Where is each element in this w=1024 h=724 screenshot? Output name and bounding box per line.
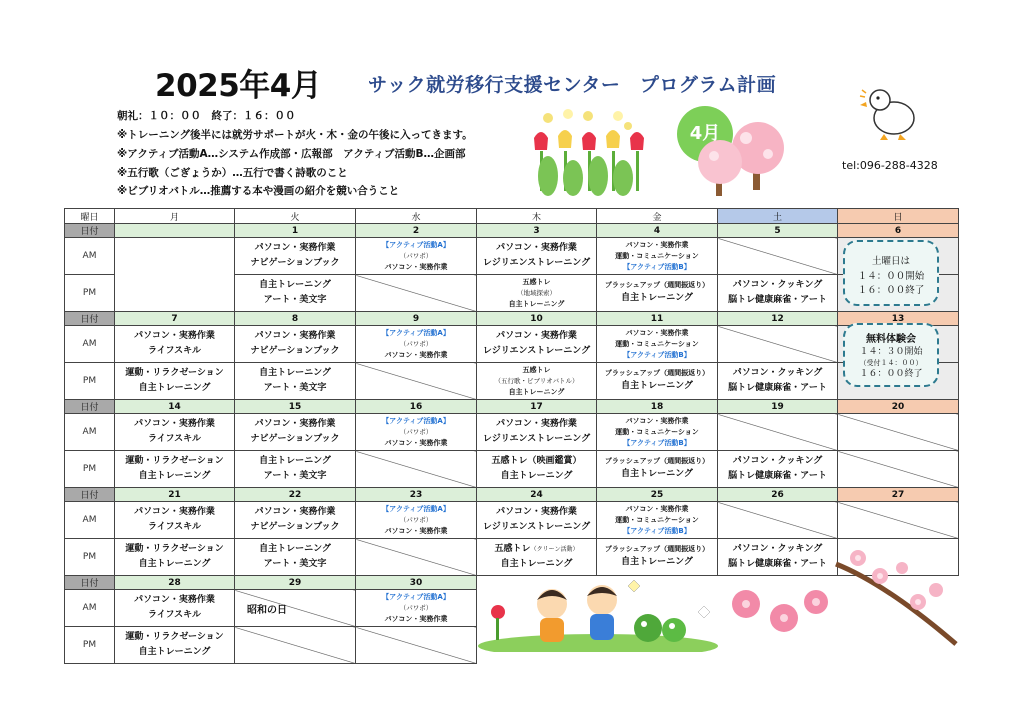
activity-line: ライフスキル	[147, 610, 201, 620]
activity-line: パソコン・実務作業	[254, 331, 336, 341]
am-label: AM	[65, 414, 115, 451]
active-b-tag: 【アクティブ活動B】	[623, 526, 691, 535]
date-cell: 26	[718, 488, 838, 502]
activity-line: アート・美文字	[263, 471, 327, 481]
date-label: 日付	[65, 576, 115, 590]
activity-line: 脳トレ健康麻雀・アート	[728, 383, 827, 393]
active-b-tag: 【アクティブ活動B】	[623, 350, 691, 359]
activity-small: パソコン・実務作業	[625, 328, 689, 337]
cherry-blossoms-illustration	[724, 578, 834, 648]
trial-end: １６：００終了	[859, 369, 923, 379]
activity-sub: （五行歌・ビブリオバトル）	[494, 376, 579, 385]
schedule-cell	[838, 451, 959, 488]
date-cell: 18	[597, 400, 718, 414]
activity-line: 自主トレーニング	[621, 469, 693, 479]
activity-line: ライフスキル	[147, 434, 201, 444]
note-bibliobattle: ※ビブリオバトル…推薦する本や漫画の紹介を競い合うこと	[117, 185, 400, 197]
schedule-cell	[477, 363, 597, 400]
weekday-3: 木	[477, 209, 597, 224]
schedule-cell	[356, 275, 477, 312]
activity-small: パソコン・実務作業	[625, 416, 689, 425]
schedule-cell	[477, 238, 597, 275]
date-cell: 17	[477, 400, 597, 414]
month-badge: 4月	[677, 106, 733, 162]
activity-line: ライフスキル	[147, 522, 201, 532]
schedule-cell	[718, 363, 838, 400]
weekday-header-label: 曜日	[65, 209, 115, 224]
date-cell: 22	[235, 488, 356, 502]
page-title: 2025年4月	[155, 68, 322, 104]
activity-line: 自主トレーニング	[500, 559, 573, 569]
schedule-cell	[356, 414, 477, 451]
date-cell	[115, 224, 235, 238]
active-a-tag: 【アクティブ活動A】	[382, 592, 450, 601]
schedule-cell	[718, 502, 838, 539]
schedule-cell	[115, 363, 235, 400]
schedule-cell	[356, 363, 477, 400]
date-cell: 11	[597, 312, 718, 326]
activity-line: パソコン・実務作業	[496, 507, 577, 517]
schedule-cell	[356, 238, 477, 275]
schedule-cell	[356, 502, 477, 539]
activity-line: パソコン・実務作業	[134, 595, 215, 605]
activity-line: レジリエンストレーニング	[482, 258, 591, 268]
pm-label: PM	[65, 363, 115, 400]
activity-detail: （クリーン活動）	[530, 546, 579, 553]
pm-label: PM	[65, 539, 115, 576]
activity-line: パソコン・実務作業	[254, 419, 336, 429]
active-a-tag: 【アクティブ活動A】	[382, 328, 450, 337]
date-label: 日付	[65, 224, 115, 238]
trial-time: １４：３０開始	[859, 347, 923, 357]
trial-reception: （受付１４：００）	[859, 359, 923, 367]
date-cell: 3	[477, 224, 597, 238]
activity-line: アート・美文字	[263, 295, 327, 305]
am-row	[65, 502, 959, 539]
date-cell: 23	[356, 488, 477, 502]
schedule-cell	[477, 275, 597, 312]
tulips-illustration	[528, 106, 658, 198]
activity-line: 自主トレーニング	[138, 471, 211, 481]
activity-small: 運動・コミュニケーション	[615, 339, 699, 348]
weekday-5: 土	[718, 209, 838, 224]
date-cell: 6	[838, 224, 959, 238]
am-row	[65, 238, 959, 275]
date-cell: 10	[477, 312, 597, 326]
activity-line: パソコン・実務作業	[134, 419, 215, 429]
activity-line: パソコン・クッキング	[732, 280, 823, 290]
schedule-cell	[718, 539, 838, 576]
schedule-cell	[718, 275, 838, 312]
activity-small: 自主トレーニング	[508, 387, 565, 396]
schedule-cell	[597, 275, 718, 312]
date-cell: 12	[718, 312, 838, 326]
activity-small: パソコン・実務作業	[384, 262, 448, 271]
note-hours: 朝礼：１０：００ 終了：１６：００	[117, 110, 296, 122]
activity-line: 脳トレ健康麻雀・アート	[728, 471, 827, 481]
note-gogyoka: ※五行歌（ごぎょうか）…五行で書く詩歌のこと	[117, 167, 348, 179]
schedule-cell	[718, 238, 838, 275]
saturday-note-line2: １４：００開始	[857, 271, 925, 282]
activity-small: ブラッシュアップ（週間振返り）	[604, 457, 710, 465]
date-row	[65, 224, 959, 238]
activity-small: パソコン・実務作業	[625, 504, 689, 513]
date-row	[65, 312, 959, 326]
trial-title: 無料体験会	[866, 334, 916, 345]
schedule-cell	[235, 502, 356, 539]
schedule-cell	[115, 326, 235, 363]
date-cell: 13	[838, 312, 959, 326]
activity-small: パソコン・実務作業	[384, 350, 448, 359]
activity-line: パソコン・実務作業	[254, 507, 336, 517]
schedule-cell	[235, 451, 356, 488]
activity-line: 脳トレ健康麻雀・アート	[728, 295, 827, 305]
activity-sub: （パワポ）	[399, 427, 433, 436]
am-row	[65, 326, 959, 363]
schedule-cell	[477, 451, 597, 488]
activity-line: 自主トレーニング	[259, 544, 331, 554]
date-cell: 9	[356, 312, 477, 326]
weekday-2: 水	[356, 209, 477, 224]
date-label: 日付	[65, 312, 115, 326]
activity-line: アート・美文字	[263, 383, 327, 393]
activity-line: パソコン・実務作業	[134, 507, 215, 517]
activity-name: 五感トレ	[494, 544, 531, 554]
cherry-branch-illustration	[832, 546, 960, 646]
schedule-cell	[597, 363, 718, 400]
schedule-cell	[235, 238, 356, 275]
activity-sub: （パワポ）	[399, 515, 433, 524]
activity-small: 運動・コミュニケーション	[615, 251, 699, 260]
activity-line: 脳トレ健康麻雀・アート	[728, 559, 827, 569]
activity-small: 運動・コミュニケーション	[615, 427, 699, 436]
schedule-cell	[597, 539, 718, 576]
date-cell: 29	[235, 576, 356, 590]
schedule-cell	[597, 414, 718, 451]
schedule-cell	[356, 627, 477, 664]
activity-line: ナビゲーションブック	[250, 346, 340, 356]
date-row	[65, 400, 959, 414]
date-cell: 8	[235, 312, 356, 326]
activity-line: ナビゲーションブック	[250, 522, 340, 532]
schedule-cell	[356, 326, 477, 363]
activity-line: ナビゲーションブック	[250, 258, 340, 268]
date-cell: 4	[597, 224, 718, 238]
activity-small: パソコン・実務作業	[625, 240, 689, 249]
cherry-tree-illustration	[696, 118, 792, 202]
schedule-cell	[838, 414, 959, 451]
weekday-0: 月	[115, 209, 235, 224]
activity-line: パソコン・実務作業	[496, 331, 577, 341]
activity-line: 運動・リラクゼーション	[125, 456, 224, 466]
date-cell: 30	[356, 576, 477, 590]
pm-label: PM	[65, 627, 115, 664]
schedule-cell	[115, 627, 235, 664]
date-cell: 7	[115, 312, 235, 326]
date-row	[65, 488, 959, 502]
activity-line: 自主トレーニング	[500, 471, 573, 481]
activity-line: 運動・リラクゼーション	[125, 632, 224, 642]
active-b-tag: 【アクティブ活動B】	[623, 262, 691, 271]
am-label: AM	[65, 590, 115, 627]
activity-line: レジリエンストレーニング	[482, 346, 591, 356]
pm-row	[65, 363, 959, 400]
activity-line: 自主トレーニング	[138, 559, 211, 569]
saturday-note-line3: １６：００終了	[857, 285, 925, 296]
activity-line: レジリエンストレーニング	[482, 522, 591, 532]
date-cell: 20	[838, 400, 959, 414]
activity-small: ブラッシュアップ（週間振返り）	[604, 545, 710, 553]
pm-label: PM	[65, 451, 115, 488]
date-cell: 1	[235, 224, 356, 238]
activity-line: 自主トレーニング	[621, 557, 693, 567]
activity-small: 運動・コミュニケーション	[615, 515, 699, 524]
active-a-tag: 【アクティブ活動A】	[382, 504, 450, 513]
children-flowers-illustration	[478, 572, 718, 652]
saturday-note	[843, 240, 939, 306]
schedule-cell	[597, 238, 718, 275]
activity-line: パソコン・実務作業	[134, 331, 215, 341]
schedule-cell	[115, 414, 235, 451]
date-cell: 2	[356, 224, 477, 238]
activity-line: パソコン・クッキング	[732, 456, 823, 466]
date-label: 日付	[65, 488, 115, 502]
am-label: AM	[65, 238, 115, 275]
activity-line: ライフスキル	[147, 346, 201, 356]
date-cell: 21	[115, 488, 235, 502]
active-a-tag: 【アクティブ活動A】	[382, 416, 450, 425]
active-b-tag: 【アクティブ活動B】	[623, 438, 691, 447]
schedule-cell	[356, 539, 477, 576]
am-label: AM	[65, 326, 115, 363]
schedule-cell	[235, 539, 356, 576]
date-cell: 5	[718, 224, 838, 238]
schedule-cell	[235, 627, 356, 664]
schedule-cell	[356, 451, 477, 488]
pm-label: PM	[65, 275, 115, 312]
schedule-cell	[597, 451, 718, 488]
schedule-cell	[115, 539, 235, 576]
activity-line: 運動・リラクゼーション	[125, 368, 224, 378]
date-cell: 28	[115, 576, 235, 590]
saturday-note-line1: 土曜日は	[871, 256, 910, 267]
date-cell: 25	[597, 488, 718, 502]
activity-line	[477, 542, 596, 557]
date-cell: 14	[115, 400, 235, 414]
schedule-cell	[235, 590, 356, 627]
activity-small: パソコン・実務作業	[384, 614, 448, 623]
activity-sub: （地域探索）	[517, 288, 556, 297]
activity-line: パソコン・クッキング	[732, 368, 823, 378]
date-cell: 15	[235, 400, 356, 414]
schedule-cell	[838, 502, 959, 539]
activity-line: ナビゲーションブック	[250, 434, 340, 444]
activity-line: 自主トレーニング	[259, 280, 331, 290]
schedule-cell	[477, 539, 597, 576]
pm-row	[65, 451, 959, 488]
weekday-header-row	[65, 209, 959, 224]
date-cell: 16	[356, 400, 477, 414]
activity-line: パソコン・クッキング	[732, 544, 823, 554]
phone-number: tel:096-288-4328	[842, 159, 938, 172]
schedule-cell	[477, 414, 597, 451]
activity-small: ブラッシュアップ（週間振返り）	[604, 281, 710, 289]
activity-small: パソコン・実務作業	[384, 526, 448, 535]
activity-line: 自主トレーニング	[621, 381, 693, 391]
activity-sub: （パワポ）	[399, 251, 433, 260]
date-cell: 19	[718, 400, 838, 414]
activity-line: 自主トレーニング	[259, 368, 331, 378]
duck-illustration	[858, 82, 924, 144]
activity-small: 五感トレ	[522, 277, 551, 286]
activity-line: 自主トレーニング	[621, 293, 693, 303]
weekday-4: 金	[597, 209, 718, 224]
activity-small: 五感トレ	[522, 365, 551, 374]
weekday-1: 火	[235, 209, 356, 224]
date-cell: 24	[477, 488, 597, 502]
schedule-cell	[235, 275, 356, 312]
schedule-cell	[115, 502, 235, 539]
activity-line: 自主トレーニング	[138, 647, 211, 657]
date-cell: 27	[838, 488, 959, 502]
schedule-cell	[597, 326, 718, 363]
schedule-cell	[718, 451, 838, 488]
activity-small: ブラッシュアップ（週間振返り）	[604, 369, 710, 377]
note-support: ※トレーニング後半には就労サポートが火・木・金の午後に入ってきます。	[117, 129, 473, 141]
activity-small: パソコン・実務作業	[384, 438, 448, 447]
activity-sub: （パワポ）	[399, 339, 433, 348]
schedule-cell	[718, 414, 838, 451]
schedule-cell	[235, 414, 356, 451]
activity-line: レジリエンストレーニング	[482, 434, 591, 444]
schedule-cell	[115, 590, 235, 627]
note-active: ※アクティブ活動A…システム作成部・広報部 アクティブ活動B…企画部	[117, 148, 466, 160]
activity-line: 自主トレーニング	[259, 456, 331, 466]
activity-line: パソコン・実務作業	[496, 243, 577, 253]
schedule-cell	[115, 451, 235, 488]
pm-row	[65, 539, 959, 576]
active-a-tag: 【アクティブ活動A】	[382, 240, 450, 249]
activity-line: 運動・リラクゼーション	[125, 544, 224, 554]
am-row	[65, 414, 959, 451]
activity-small: 自主トレーニング	[508, 299, 565, 308]
schedule-cell	[477, 326, 597, 363]
schedule-cell	[477, 502, 597, 539]
activity-line: パソコン・実務作業	[496, 419, 577, 429]
schedule-cell	[718, 326, 838, 363]
center-program-title: サック就労移行支援センター プログラム計画	[368, 74, 777, 96]
trial-session-note	[843, 323, 939, 387]
am-label: AM	[65, 502, 115, 539]
activity-line: 五感トレ（映画鑑賞）	[491, 456, 582, 466]
activity-line: 自主トレーニング	[138, 383, 211, 393]
weekday-6: 日	[838, 209, 959, 224]
activity-line: アート・美文字	[263, 559, 327, 569]
schedule-cell	[597, 502, 718, 539]
schedule-cell	[235, 363, 356, 400]
activity-line: パソコン・実務作業	[254, 243, 336, 253]
holiday-label: 昭和の日	[247, 604, 287, 616]
schedule-cell	[235, 326, 356, 363]
date-label: 日付	[65, 400, 115, 414]
schedule-cell	[115, 238, 235, 312]
activity-sub: （パワポ）	[399, 603, 433, 612]
schedule-cell	[356, 590, 477, 627]
